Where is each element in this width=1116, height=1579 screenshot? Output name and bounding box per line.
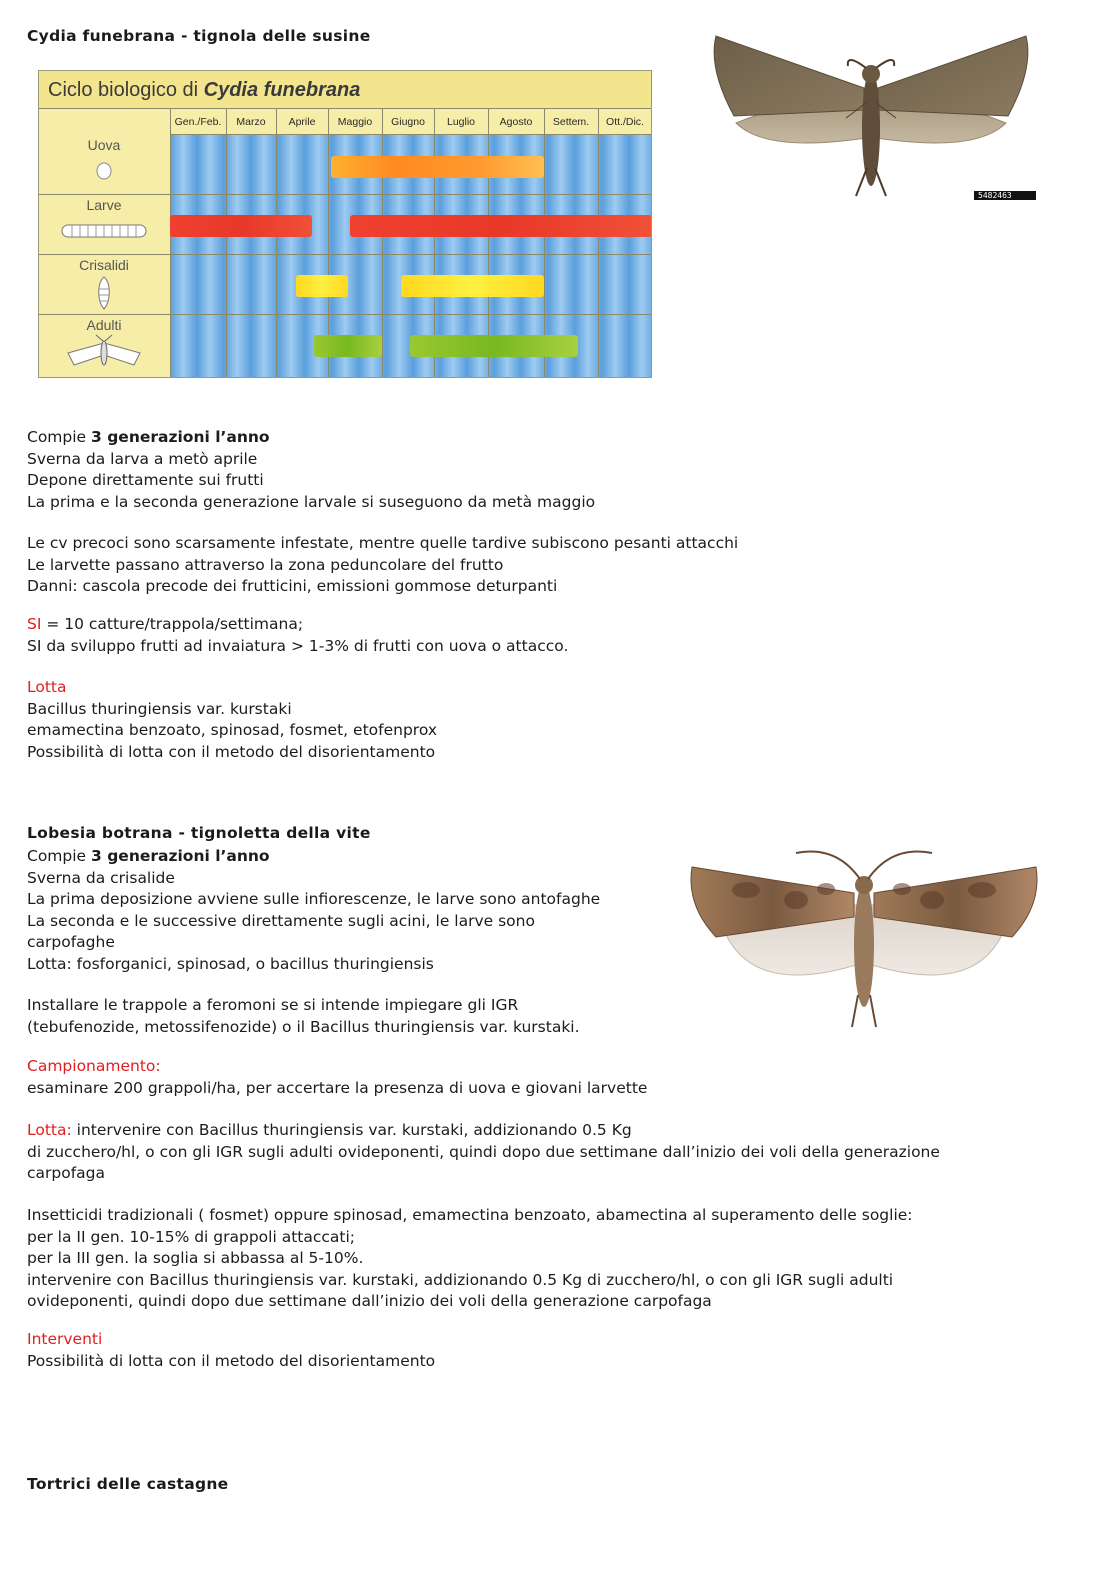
lobesia-intro: [27, 846, 600, 975]
line: Bacillus thuringiensis var. kurstaki: [27, 699, 292, 718]
si-label: SI: [27, 615, 42, 633]
line: per la II gen. 10-15% di grappoli attaccati;: [27, 1227, 356, 1246]
line: Compie: [27, 428, 87, 446]
campionamento-heading: Campionamento:: [27, 1057, 161, 1075]
line: Depone direttamente sui frutti: [27, 471, 264, 489]
interventi-heading: Interventi: [27, 1330, 103, 1348]
cydia-threshold: [27, 614, 568, 657]
month-label: Settem.: [552, 116, 590, 128]
line: La prima deposizione avviene sulle infiorescenze, le larve sono antofaghe: [27, 890, 601, 908]
lobesia-moth-image: [686, 845, 1044, 1031]
lobesia-insecticides: [27, 1205, 913, 1313]
si-text: = 10 catture/trappola/settimana;: [41, 615, 304, 633]
line: La seconda e le successive direttamente sugli acini, le larve sono: [27, 911, 535, 930]
cydia-intro: [27, 427, 595, 513]
month-label: Luglio: [446, 116, 476, 128]
generations-bold: 3 generazioni l’anno: [91, 428, 270, 446]
line: (tebufenozide, metossifenozide) o il Bacillus thuringiensis var. kurstaki.: [27, 1017, 580, 1036]
line: Sverna da larva a metò aprile: [27, 449, 258, 468]
line: Compie: [27, 847, 87, 865]
line: ovideponenti, quindi dopo due settimane dall’inizio dei voli della generazione carpofaga: [27, 1292, 712, 1310]
life-cycle-chart: [38, 70, 652, 378]
line: Installare le trappole a feromoni se si intende impiegare gli IGR: [27, 996, 519, 1014]
lobesia-traps: [27, 995, 580, 1038]
line: Lotta: fosforganici, spinosad, o bacillus thuringiensis: [27, 954, 434, 973]
chart-title-prefix: Ciclo biologico di: [48, 79, 199, 101]
line: Insetticidi tradizionali ( fosmet) oppure spinosad, emamectina benzoato, abamectina al superamento delle soglie:: [27, 1206, 913, 1224]
lobesia-control: [27, 1120, 940, 1185]
lobesia-sampling: [27, 1056, 647, 1099]
generations-bold: 3 generazioni l’anno: [91, 847, 270, 865]
chart-title-species: Cydia funebrana: [203, 79, 361, 101]
line: Le larvette passano attraverso la zona peduncolare del frutto: [27, 555, 504, 574]
cydia-control: [27, 677, 437, 763]
month-label: Ott./Dic.: [606, 116, 644, 128]
line: esaminare 200 grappoli/ha, per accertare la presenza di uova e giovani larvette: [27, 1078, 648, 1097]
month-label: Giugno: [391, 116, 425, 128]
month-label: Aprile: [288, 116, 316, 128]
lotta-heading: Lotta: [27, 678, 67, 696]
row-label-crisalidi: Crisalidi: [79, 257, 129, 273]
line: Le cv precoci sono scarsamente infestate, mentre quelle tardive subiscono pesanti attacchi: [27, 534, 739, 552]
cydia-moth-image: [706, 28, 1040, 206]
image-code: 5482463: [978, 191, 1012, 200]
section-title-cydia: Cydia funebrana - tignola delle susine: [27, 27, 371, 45]
line: Danni: cascola precode dei frutticini, emissioni gommose deturpanti: [27, 577, 558, 595]
line: Sverna da crisalide: [27, 868, 175, 887]
lobesia-interventions: [27, 1329, 435, 1372]
line: Possibilità di lotta con il metodo del disorientamento: [27, 1351, 436, 1370]
row-label-larve: Larve: [86, 197, 122, 213]
line: La prima e la seconda generazione larvale si suseguono da metà maggio: [27, 492, 596, 511]
month-label: Agosto: [499, 116, 533, 128]
month-label: Gen./Feb.: [174, 116, 222, 128]
line: per la III gen. la soglia si abbassa al 5-10%.: [27, 1249, 364, 1267]
cydia-damage: [27, 533, 738, 598]
line: intervenire con Bacillus thuringiensis var. kurstaki, addizionando 0.5 Kg: [71, 1121, 632, 1139]
line: carpofaga: [27, 1164, 106, 1182]
month-label: Maggio: [337, 116, 373, 128]
row-label-adulti: Adulti: [86, 317, 122, 333]
section-title-lobesia: Lobesia botrana - tignoletta della vite: [27, 824, 371, 842]
month-label: Marzo: [236, 116, 266, 128]
line: di zucchero/hl, o con gli IGR sugli adulti ovideponenti, quindi dopo due settimane dall’inizio dei voli della generazione: [27, 1142, 940, 1161]
row-label-uova: Uova: [87, 137, 121, 153]
section-title-castagne: Tortrici delle castagne: [27, 1475, 229, 1493]
line: SI da sviluppo frutti ad invaiatura > 1-3% di frutti con uova o attacco.: [27, 636, 569, 655]
line: carpofaghe: [27, 933, 115, 951]
line: emamectina benzoato, spinosad, fosmet, etofenprox: [27, 721, 437, 739]
line: Possibilità di lotta con il metodo del disorientamento: [27, 742, 436, 761]
line: intervenire con Bacillus thuringiensis var. kurstaki, addizionando 0.5 Kg di zucchero/hl, o con gli IGR sugli adulti: [27, 1270, 894, 1289]
lotta-heading: Lotta:: [27, 1121, 72, 1139]
